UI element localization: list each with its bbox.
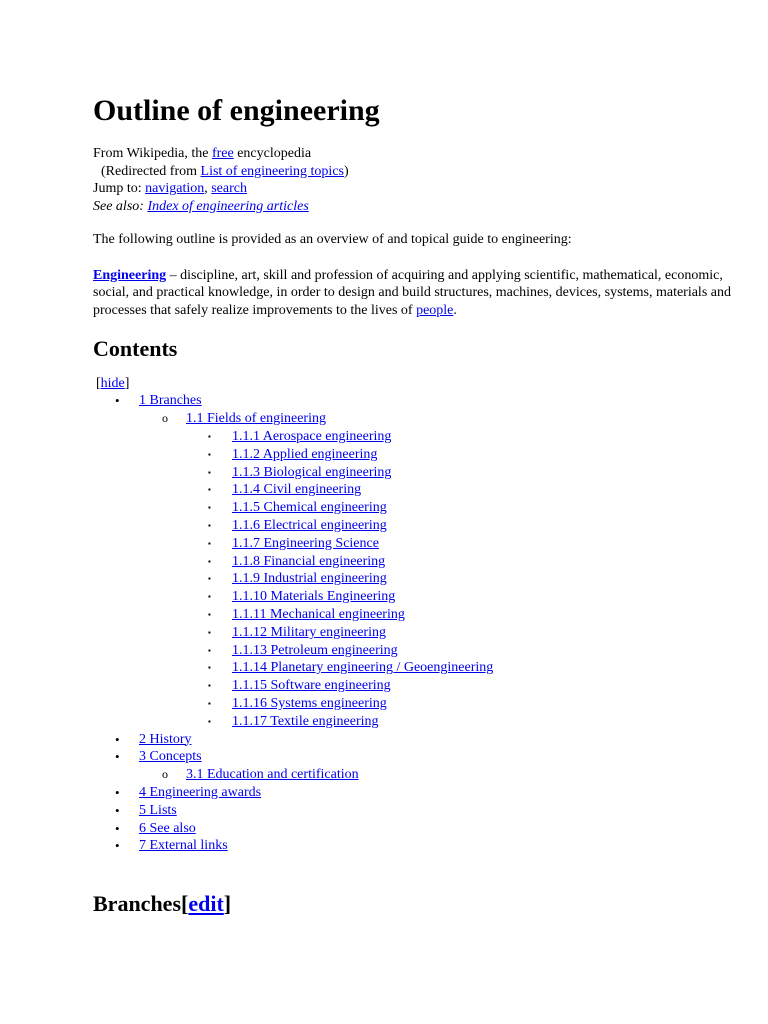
edit-bracket-open: [ — [181, 891, 189, 917]
redirect-prefix: (Redirected from — [101, 163, 201, 179]
toc-bullet-icon: ▪ — [208, 698, 211, 708]
toc-link[interactable]: 1.1.6 Electrical engineering — [232, 517, 387, 533]
toc-link[interactable]: 3 Concepts — [139, 749, 202, 765]
toc-link[interactable]: 1.1.7 Engineering Science — [232, 535, 379, 551]
toc-bullet-icon: ▪ — [208, 663, 211, 673]
from-suffix: encyclopedia — [233, 146, 312, 161]
toc-link[interactable]: 1.1.4 Civil engineering — [232, 482, 362, 498]
toc-bullet-icon: ▪ — [208, 574, 211, 584]
toc-item — [93, 570, 753, 588]
toc-link[interactable]: 3.1 Education and certification — [186, 767, 359, 783]
free-link[interactable]: free — [211, 146, 234, 161]
toc-link[interactable]: 1.1.13 Petroleum engineering — [232, 642, 398, 658]
toc-item — [93, 713, 753, 731]
hide-bracket-close: ] — [124, 376, 130, 392]
intro-paragraph: The following outline is provided as an overview of and topical guide to engineering: — [93, 232, 572, 247]
see-also-prefix: See also: — [93, 198, 148, 214]
toc-link[interactable]: 1.1.5 Chemical engineering — [232, 500, 387, 516]
toc-item — [93, 642, 753, 660]
toc-link[interactable]: 1.1.16 Systems engineering — [232, 695, 387, 711]
branches-heading — [93, 890, 753, 918]
toc-item — [93, 731, 753, 749]
jump-separator: , — [204, 181, 212, 196]
jump-line — [93, 180, 753, 198]
hide-link[interactable]: hide — [100, 376, 125, 392]
toc-item — [93, 410, 753, 428]
toc-link[interactable]: 1.1.11 Mechanical engineering — [232, 606, 405, 622]
toc-item — [93, 499, 753, 517]
toc-item — [93, 392, 753, 410]
toc-link[interactable]: 6 See also — [139, 820, 196, 836]
toc-bullet-icon: ▪ — [208, 467, 211, 477]
toc-item — [93, 428, 753, 446]
toc-link[interactable]: 5 Lists — [139, 802, 177, 818]
contents-heading: Contents — [93, 336, 178, 362]
page-title: Outline of engineering — [93, 94, 380, 127]
hide-bracket-open: [ — [96, 376, 101, 392]
toc-bullet-icon: • — [115, 749, 120, 765]
definition-paragraph — [93, 267, 753, 320]
toc-bullet-icon: ▪ — [208, 503, 211, 513]
toc-link[interactable]: 1.1.1 Aerospace engineering — [232, 428, 392, 444]
toc-link[interactable]: 4 Engineering awards — [139, 784, 262, 800]
toc-item — [93, 784, 753, 802]
from-prefix: From Wikipedia, the — [93, 146, 212, 161]
toc-bullet-icon: • — [115, 820, 120, 836]
toc-item — [93, 677, 753, 695]
toc-bullet-icon: ▪ — [208, 592, 211, 602]
toc-bullet-icon: ▪ — [208, 627, 211, 637]
engineering-link[interactable]: Engineering — [93, 267, 167, 283]
jump-search-link[interactable]: search — [211, 181, 247, 196]
toc-item — [93, 464, 753, 482]
definition-text: – discipline, art, skill and profession of acquiring and applying scientific, mathematical, economic, social, and practical knowledge, in order to design and build structures, machines, devices, systems, materials and processes that safely realize improvements to the lives of — [93, 267, 731, 318]
toc-bullet-icon: ▪ — [208, 716, 211, 726]
redirect-suffix: ) — [343, 163, 349, 179]
toc-item — [93, 588, 753, 606]
toc-bullet-icon: • — [115, 784, 120, 800]
hide-toggle — [96, 375, 753, 392]
toc-link[interactable]: 1.1.3 Biological engineering — [232, 464, 392, 480]
toc-bullet-icon: • — [115, 393, 120, 409]
toc-link[interactable]: 1.1.14 Planetary engineering / Geoengineering — [232, 660, 494, 676]
toc-item — [93, 624, 753, 642]
branches-edit-link[interactable]: edit — [188, 891, 224, 917]
toc-item — [93, 535, 753, 553]
toc-bullet-icon: • — [115, 838, 120, 854]
see-also-link[interactable]: Index of engineering articles — [147, 198, 309, 214]
jump-navigation-link[interactable]: navigation — [145, 181, 205, 196]
toc-item — [93, 695, 753, 713]
toc-item — [93, 837, 753, 855]
definition-end: . — [453, 302, 457, 318]
toc-bullet-icon: ▪ — [208, 485, 211, 495]
toc-item — [93, 748, 753, 766]
toc-bullet-icon: • — [115, 802, 120, 818]
toc-link[interactable]: 1.1.12 Military engineering — [232, 624, 386, 640]
toc-bullet-icon: ▪ — [208, 681, 211, 691]
toc-item — [93, 606, 753, 624]
toc-link[interactable]: 1.1.2 Applied engineering — [232, 446, 378, 462]
toc-bullet-icon: ▪ — [208, 556, 211, 566]
redirect-line — [93, 163, 753, 181]
toc-bullet-icon: o — [162, 767, 168, 782]
jump-prefix: Jump to: — [93, 181, 146, 196]
redirect-link[interactable]: List of engineering topics — [200, 163, 344, 179]
toc-link[interactable]: 1 Branches — [139, 393, 202, 409]
people-link[interactable]: people — [416, 302, 454, 318]
edit-bracket-close: ] — [223, 891, 232, 917]
toc-item — [93, 517, 753, 535]
toc-bullet-icon: ▪ — [208, 431, 211, 441]
toc-item — [93, 802, 753, 820]
toc-link[interactable]: 1.1.9 Industrial engineering — [232, 571, 387, 587]
table-of-contents — [93, 392, 753, 855]
toc-link[interactable]: 1.1.10 Materials Engineering — [232, 589, 396, 605]
article — [93, 92, 753, 918]
toc-item — [93, 446, 753, 464]
article-subtitle — [93, 145, 753, 215]
toc-link[interactable]: 1.1.17 Textile engineering — [232, 713, 379, 729]
toc-link[interactable]: 2 History — [139, 731, 192, 747]
toc-link[interactable]: 1.1 Fields of engineering — [186, 411, 326, 427]
toc-bullet-icon: ▪ — [208, 538, 211, 548]
toc-bullet-icon: ▪ — [208, 520, 211, 530]
toc-bullet-icon: ▪ — [208, 449, 211, 459]
toc-item — [93, 766, 753, 784]
toc-bullet-icon: ▪ — [208, 609, 211, 619]
toc-bullet-icon: • — [115, 731, 120, 747]
toc-item — [93, 481, 753, 499]
see-also-line — [93, 198, 753, 216]
branches-title: Branches — [93, 891, 181, 917]
toc-item — [93, 820, 753, 838]
toc-link[interactable]: 1.1.8 Financial engineering — [232, 553, 386, 569]
toc-bullet-icon: ▪ — [208, 645, 211, 655]
toc-bullet-icon: o — [162, 411, 168, 426]
toc-link[interactable]: 1.1.15 Software engineering — [232, 678, 391, 694]
toc-link[interactable]: 7 External links — [139, 838, 228, 854]
from-line — [93, 145, 753, 163]
toc-item — [93, 553, 753, 571]
toc-item — [93, 659, 753, 677]
